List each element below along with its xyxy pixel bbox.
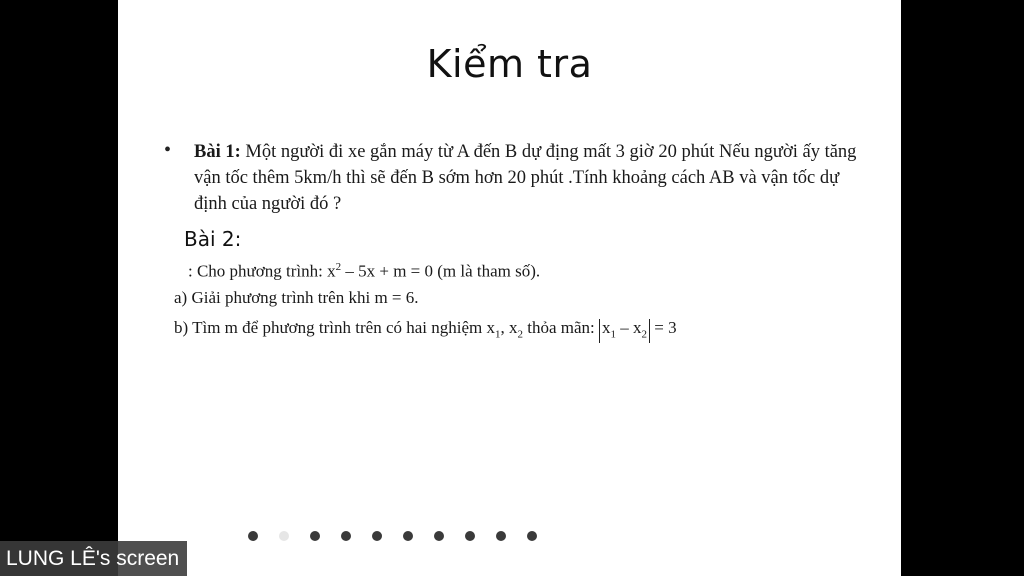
abs-sub1: 1 [610, 328, 617, 341]
slide-title: Kiểm tra [426, 42, 593, 86]
part-b-comma: , x [500, 318, 518, 337]
subscript-1: 1 [495, 328, 501, 341]
slide-nav-dot[interactable] [434, 531, 444, 541]
part-b-suffix: = 3 [650, 318, 677, 337]
slide-nav-dot[interactable] [341, 531, 351, 541]
part-b-prefix: b) Tìm m để phương trình trên có hai nghiệm x [174, 318, 495, 337]
bai2-part-a: a) Giải phương trình trên khi m = 6. [174, 288, 419, 307]
absolute-value-expression [599, 319, 650, 343]
screen-share-label: LUNG LÊ's screen [0, 541, 187, 576]
slide-nav-dot[interactable] [372, 531, 382, 541]
presentation-slide [118, 0, 901, 576]
abs-x1: x [602, 318, 611, 337]
equation-prefix: : Cho phương trình: x [188, 261, 336, 281]
slide-navigation-dots [248, 530, 537, 542]
equation-exponent: 2 [335, 261, 342, 273]
slide-nav-dot[interactable] [465, 531, 475, 541]
part-b-mid: thỏa mãn: [523, 318, 600, 337]
abs-minus: – x [616, 318, 642, 337]
bai2-heading: Bài 2: [184, 227, 242, 251]
bai1-body: Một người đi xe gắn máy từ A đến B dự địng mất 3 giờ 20 phút Nếu người ấy tăng vận tốc thêm 5km/h thì sẽ đến B sớm hơn 20 phút .Tính khoảng cách AB và vận tốc dự định của người đó ? [194, 142, 857, 214]
bai2-equation-line [188, 261, 540, 282]
slide-nav-dot[interactable] [310, 531, 320, 541]
subscript-2: 2 [517, 328, 523, 341]
abs-sub2: 2 [641, 328, 648, 341]
slide-nav-dot[interactable] [403, 531, 413, 541]
slide-nav-dot[interactable] [279, 531, 289, 541]
bai1-text [194, 139, 864, 217]
bai2-part-b [174, 318, 677, 343]
bai1-label: Bài 1: [194, 142, 241, 162]
slide-nav-dot[interactable] [248, 531, 258, 541]
bullet-icon: • [164, 139, 172, 161]
equation-suffix: – 5x + m = 0 (m là tham số). [341, 261, 541, 281]
slide-nav-dot[interactable] [527, 531, 537, 541]
slide-nav-dot[interactable] [496, 531, 506, 541]
